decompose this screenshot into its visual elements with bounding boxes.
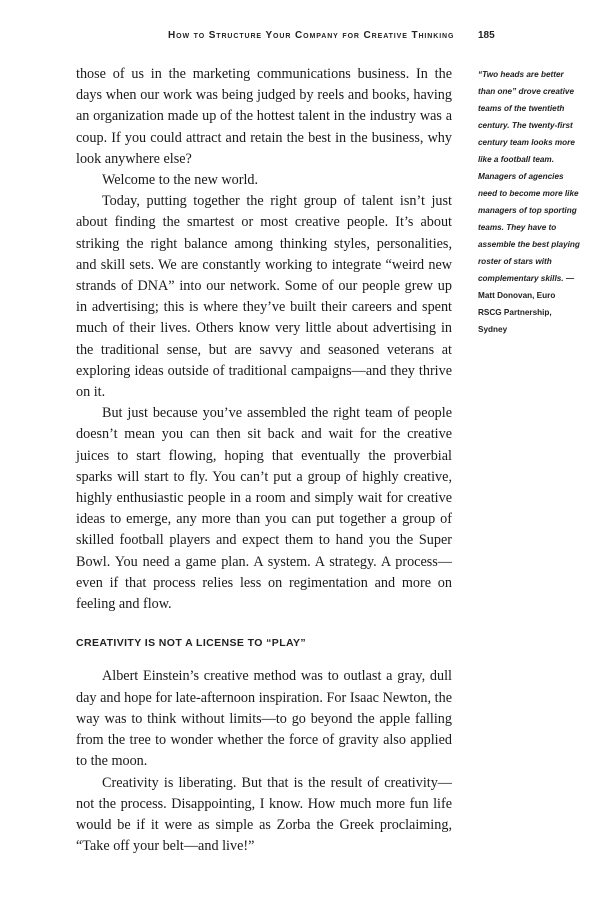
paragraph-4: But just because you’ve assembled the right team of people doesn’t mean you can then sit back and wait for the creative juices to start flowing, hoping that eventually the proverbial sparks will start to fly. You can’t put a group of highly creative, highly enthusiastic people in a room and simply wait for creative ideas to emerge, any more than you can put together a group of skilled football players and expect them to hand you the Super Bowl. You need a game plan. A system. A strategy. A process—even if that process relies less on regimentation and more on feeling and flow. [76,405,452,613]
paragraph-2: Welcome to the new world. [102,172,259,189]
section-heading: CREATIVITY IS NOT A LICENSE TO “PLAY” [76,637,307,650]
sidebar-pull-quote [478,66,580,338]
pull-quote-attribution: —Matt Donovan, Euro RSCG Partnership, Sydney [478,274,575,334]
paragraph-3: Today, putting together the right group of talent isn’t just about finding the smartest or most creative people. It’s about striking the right balance among thinking styles, personalities, and skill sets. We are constantly working to integrate “weird new strands of DNA” into our network. Some of our people grew up in advertising; this is where they’ve built their careers and spent much of their lives. Others know very little about advertising in the traditional sense, but are savvy and seasoned veterans at exploring ideas outside of traditional campaigns—and they thrive on it. [76,193,452,401]
paragraph-6: Creativity is liberating. But that is the result of creativity—not the process. Disappointing, I know. How much more fun life would be if it were as simple as Zorba the Greek proclaiming, “Take off your belt—and live!” [76,774,452,855]
page-number: 185 [478,30,495,41]
pull-quote-text: “Two heads are better than one” drove creative teams of the twentieth century. The twenty-first century team looks more like a football team. Managers of agencies need to become more like managers of top sporting teams. They have to assemble the best playing roster of stars with complementary skills. [478,70,580,283]
running-head [168,30,454,41]
running-head-title: How to Structure Your Company for Creative Thinking [168,30,455,41]
paragraph-1: those of us in the marketing communications business. In the days when our work was being judged by reels and books, having an organization made up of the hottest talent in the industry was a coup. If you could attract and retain the best in the business, why look anywhere else? [76,66,452,167]
paragraph-5: Albert Einstein’s creative method was to outlast a gray, dull day and hope for late-afternoon inspiration. For Isaac Newton, the way was to think without limits—to go beyond the apple falling from the tree to wonder whether the force of gravity also applied to the moon. [76,668,452,770]
body-text [76,64,452,857]
